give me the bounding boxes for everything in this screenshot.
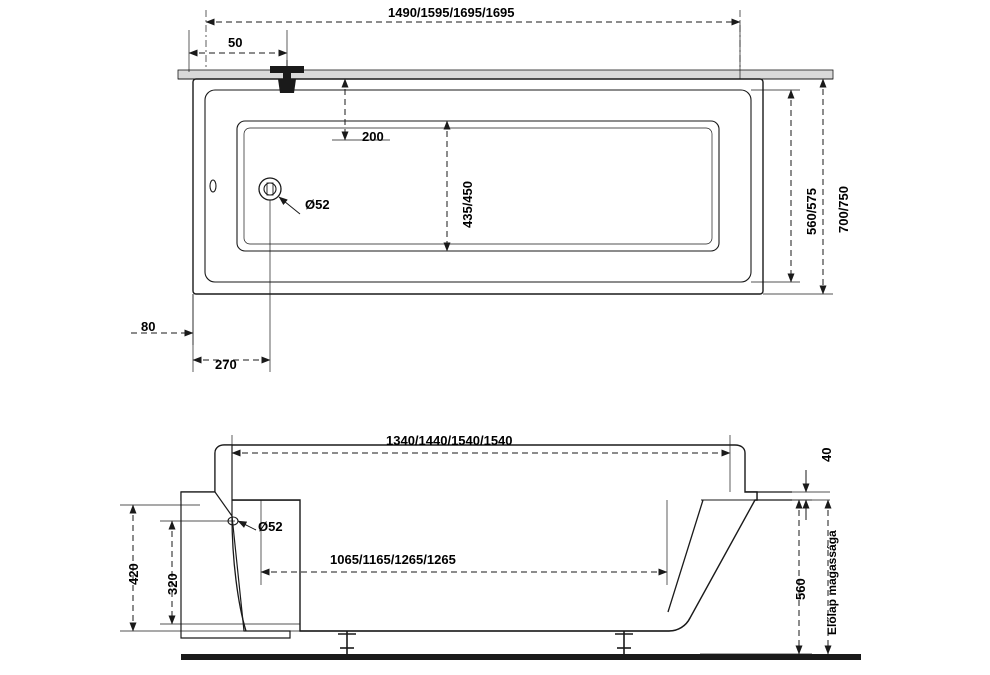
tub-outer-outline <box>193 79 763 294</box>
label-foot-offset-80: 80 <box>141 319 156 334</box>
label-panel-height-560: 560 <box>793 578 808 600</box>
label-drain-diameter-side: Ø52 <box>258 519 283 534</box>
faucet-body <box>278 79 296 93</box>
side-drain-leader <box>238 521 256 530</box>
label-total-height-420: 420 <box>126 563 141 585</box>
label-inner-height-560-575: 560/575 <box>804 188 819 235</box>
label-panel-height-text: Előlap magassága <box>825 530 839 635</box>
label-overall-length: 1490/1595/1695/1695 <box>388 5 515 20</box>
tub-side-outline <box>215 445 757 631</box>
support-feet <box>338 631 633 655</box>
top-view-drawing <box>131 10 833 372</box>
label-drain-diameter-top: Ø52 <box>305 197 330 212</box>
side-view-drawing <box>120 435 861 660</box>
label-waste-offset-200: 200 <box>362 129 384 144</box>
label-rim-thickness-40: 40 <box>819 447 834 462</box>
label-inner-depth-320: 320 <box>165 573 180 595</box>
floor-line <box>181 654 861 660</box>
label-inner-width-435-450: 435/450 <box>460 181 475 228</box>
label-overall-width-700-750: 700/750 <box>836 186 851 233</box>
label-base-length-1065: 1065/1165/1265/1265 <box>330 552 456 567</box>
label-drain-center-270: 270 <box>215 357 237 372</box>
label-top-length-1340: 1340/1440/1540/1540 <box>386 433 513 448</box>
faucet-plate <box>270 66 304 73</box>
label-drain-offset-50: 50 <box>228 35 243 50</box>
faucet-stem <box>283 73 291 79</box>
